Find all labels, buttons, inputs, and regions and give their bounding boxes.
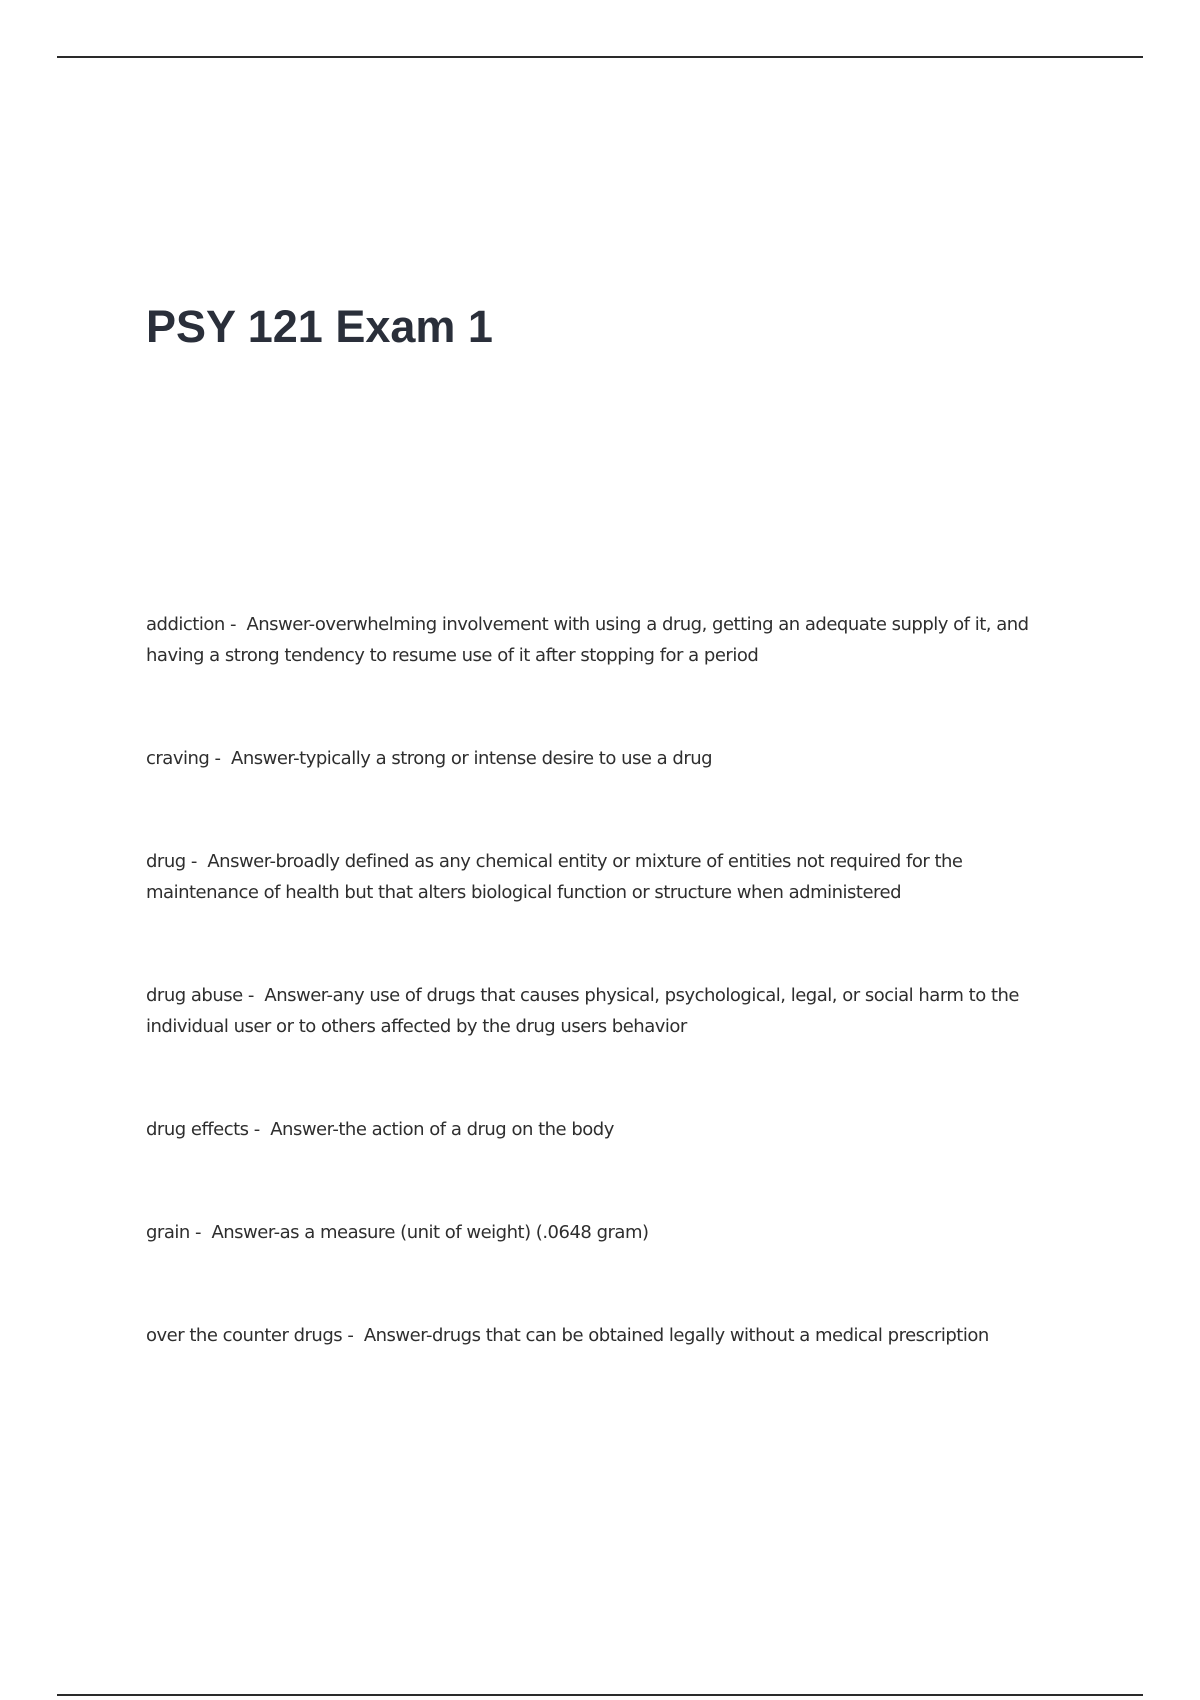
entry-term: drug effects xyxy=(146,1119,249,1140)
header-rule xyxy=(57,56,1143,58)
flashcard-entry: drug - Answer-broadly defined as any chemical entity or mixture of entities not required for the maintenance of health but that alters biological function or structure when administered xyxy=(146,851,963,903)
entry-answer: Answer-the action of a drug on the body xyxy=(270,1119,614,1140)
flashcard-entry: craving - Answer-typically a strong or intense desire to use a drug xyxy=(146,748,713,769)
flashcard-list xyxy=(146,609,1076,1351)
flashcard-entry: drug abuse - Answer-any use of drugs that causes physical, psychological, legal, or social harm to the individual user or to others affected by the drug users behavior xyxy=(146,985,1019,1037)
flashcard-entry: addiction - Answer-overwhelming involvement with using a drug, getting an adequate supply of it, and having a strong tendency to resume use of it after stopping for a period xyxy=(146,614,1029,666)
entry-answer: Answer-typically a strong or intense desire to use a drug xyxy=(231,748,713,769)
entry-term: craving xyxy=(146,748,210,769)
flashcard-entry: drug effects - Answer-the action of a drug on the body xyxy=(146,1119,614,1140)
entry-term: drug abuse xyxy=(146,985,243,1006)
entry-answer: Answer-as a measure (unit of weight) (.0648 gram) xyxy=(211,1222,649,1243)
entry-term: over the counter drugs xyxy=(146,1325,343,1346)
entry-answer: Answer-overwhelming involvement with using a drug, getting an adequate supply of it, and having a strong tendency to resume use of it after stopping for a period xyxy=(146,614,1029,666)
page-title: PSY 121 Exam 1 xyxy=(146,301,493,352)
footer-rule xyxy=(57,1694,1143,1696)
entry-term: addiction xyxy=(146,614,225,635)
entry-answer: Answer-drugs that can be obtained legally without a medical prescription xyxy=(363,1325,989,1346)
entry-answer: Answer-any use of drugs that causes physical, psychological, legal, or social harm to the individual user or to others affected by the drug users behavior xyxy=(146,985,1019,1037)
entry-term: drug xyxy=(146,851,186,872)
flashcard-entry: over the counter drugs - Answer-drugs that can be obtained legally without a medical prescription xyxy=(146,1325,989,1346)
entry-answer: Answer-broadly defined as any chemical entity or mixture of entities not required for the maintenance of health but that alters biological function or structure when administered xyxy=(146,851,963,903)
entry-term: grain xyxy=(146,1222,190,1243)
flashcard-entry: grain - Answer-as a measure (unit of weight) (.0648 gram) xyxy=(146,1222,649,1243)
